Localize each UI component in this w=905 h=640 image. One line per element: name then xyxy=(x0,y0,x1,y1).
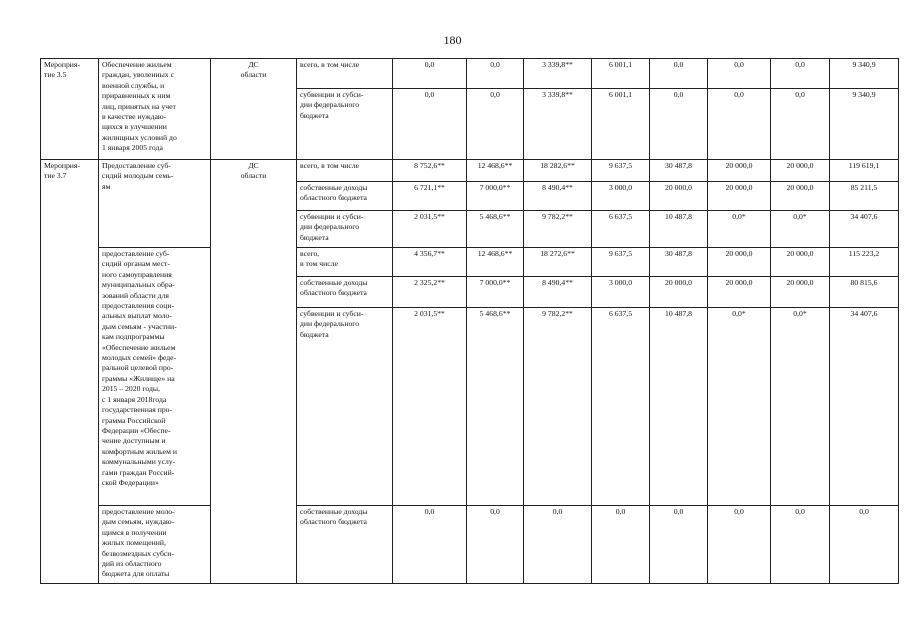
value-cell: 20 000,0 xyxy=(771,277,830,308)
value-cell: 0,0 xyxy=(771,506,830,584)
table-row xyxy=(41,506,899,584)
value-cell: 10 487,8 xyxy=(650,308,708,506)
value-cell: 18 272,6** xyxy=(524,248,592,277)
value-cell: 80 815,6 xyxy=(830,277,899,308)
value-cell: 0,0 xyxy=(830,506,899,584)
measure-code-cell: Мероприя- тие 3.7 xyxy=(41,160,99,584)
value-cell: 5 468,6** xyxy=(467,211,524,248)
value-cell: 9 637,5 xyxy=(592,160,650,182)
value-cell: 9 340,9 xyxy=(830,89,899,160)
value-cell: 0,0* xyxy=(708,211,771,248)
value-cell: 9 340,9 xyxy=(830,59,899,89)
value-cell: 0,0 xyxy=(771,89,830,160)
value-cell: 0,0 xyxy=(393,89,467,160)
value-cell: 12 468,6** xyxy=(467,248,524,277)
funding-source-cell: собственные доходы областного бюджета xyxy=(297,182,393,211)
value-cell: 10 487,8 xyxy=(650,211,708,248)
responsible-cell: ДС области xyxy=(211,160,297,584)
value-cell: 20 000,0 xyxy=(708,277,771,308)
value-cell: 119 619,1 xyxy=(830,160,899,182)
value-cell: 0,0 xyxy=(708,506,771,584)
value-cell: 0,0 xyxy=(650,89,708,160)
value-cell: 0,0 xyxy=(592,506,650,584)
budget-table xyxy=(40,58,899,584)
value-cell: 8 490,4** xyxy=(524,277,592,308)
value-cell: 20 000,0 xyxy=(650,277,708,308)
funding-source-cell: субвенции и субси- дии федерального бюджета xyxy=(297,211,393,248)
subitem-description-cell: предоставление моло- дым семьям, нуждаю- щимся в получении жилых помещений, безвозмездных субси- дий из областного бюджета для оплаты xyxy=(99,506,211,584)
value-cell: 0,0 xyxy=(393,506,467,584)
value-cell: 115 223,2 xyxy=(830,248,899,277)
value-cell: 8 490,4** xyxy=(524,182,592,211)
value-cell: 20 000,0 xyxy=(708,182,771,211)
measure-code-cell: Мероприя- тие 3.5 xyxy=(41,59,99,160)
value-cell: 20 000,0 xyxy=(771,182,830,211)
value-cell: 7 000,0** xyxy=(467,277,524,308)
value-cell: 20 000,0 xyxy=(771,160,830,182)
funding-source-cell: субвенции и субси- дии федерального бюджета xyxy=(297,89,393,160)
funding-source-cell: всего, в том числе xyxy=(297,59,393,89)
value-cell: 0,0* xyxy=(708,308,771,506)
value-cell: 0,0* xyxy=(771,211,830,248)
measure-description-cell: Предоставление суб- сидий молодым семь- ям xyxy=(99,160,211,248)
value-cell: 34 407,6 xyxy=(830,211,899,248)
page-number: 180 xyxy=(443,33,462,47)
value-cell: 3 000,0 xyxy=(592,182,650,211)
funding-source-cell: всего, в том числе xyxy=(297,248,393,277)
value-cell: 0,0 xyxy=(467,59,524,89)
value-cell: 0,0 xyxy=(650,59,708,89)
value-cell: 0,0 xyxy=(771,59,830,89)
value-cell: 30 487,8 xyxy=(650,160,708,182)
funding-source-cell: субвенции и субси- дии федерального бюджета xyxy=(297,308,393,506)
value-cell: 0,0 xyxy=(708,89,771,160)
subitem-description-cell: предоставление суб- сидий органам мест- ного самоуправления муниципальных обра- зований области для предоставления соци- альных выплат моло- дым семьям - участни- кам подпрограммы «Обеспечение жильем молодых семей» феде- ральной целевой про- граммы «Жилище» на 2015 – 2020 годы, с 1 января 2018года государственная про- грамма Российской Федерации «Обеспе- чение доступным и комфортным жильем и коммунальными услу- гами граждан Россий- ской Федерации» xyxy=(99,248,211,506)
value-cell: 8 752,6** xyxy=(393,160,467,182)
value-cell: 0,0 xyxy=(393,59,467,89)
value-cell: 6 637,5 xyxy=(592,211,650,248)
value-cell: 34 407,6 xyxy=(830,308,899,506)
table-row xyxy=(41,160,899,182)
value-cell: 2 325,2** xyxy=(393,277,467,308)
value-cell: 9 637,5 xyxy=(592,248,650,277)
funding-source-cell: собственные доходы областного бюджета xyxy=(297,277,393,308)
value-cell: 3 339,8** xyxy=(524,89,592,160)
value-cell: 2 031,5** xyxy=(393,308,467,506)
value-cell: 2 031,5** xyxy=(393,211,467,248)
value-cell: 0,0 xyxy=(708,59,771,89)
value-cell: 12 468,6** xyxy=(467,160,524,182)
value-cell: 3 339,8** xyxy=(524,59,592,89)
table-row xyxy=(41,248,899,277)
value-cell: 9 782,2** xyxy=(524,308,592,506)
table-body xyxy=(41,59,899,584)
measure-description-cell: Обеспечение жильем граждан, уволенных с военной службы, и приравненных к ним лиц, принятых на учет в качестве нуждаю- щихся в улучшении жилищных условий до 1 января 2005 года xyxy=(99,59,211,160)
value-cell: 4 356,7** xyxy=(393,248,467,277)
value-cell: 20 000,0 xyxy=(650,182,708,211)
value-cell: 7 000,0** xyxy=(467,182,524,211)
table-row xyxy=(41,59,899,89)
value-cell: 20 000,0 xyxy=(771,248,830,277)
value-cell: 5 468,6** xyxy=(467,308,524,506)
value-cell: 0,0 xyxy=(650,506,708,584)
value-cell: 0,0 xyxy=(467,506,524,584)
value-cell: 6 721,1** xyxy=(393,182,467,211)
value-cell: 3 000,0 xyxy=(592,277,650,308)
value-cell: 6 637,5 xyxy=(592,308,650,506)
funding-source-cell: всего, в том числе xyxy=(297,160,393,182)
value-cell: 6 001,1 xyxy=(592,59,650,89)
value-cell: 85 211,5 xyxy=(830,182,899,211)
value-cell: 18 282,6** xyxy=(524,160,592,182)
value-cell: 9 782,2** xyxy=(524,211,592,248)
value-cell: 0,0 xyxy=(467,89,524,160)
value-cell: 30 487,8 xyxy=(650,248,708,277)
value-cell: 20 000,0 xyxy=(708,248,771,277)
value-cell: 20 000,0 xyxy=(708,160,771,182)
responsible-cell: ДС области xyxy=(211,59,297,160)
value-cell: 6 001,1 xyxy=(592,89,650,160)
value-cell: 0,0 xyxy=(524,506,592,584)
value-cell: 0,0* xyxy=(771,308,830,506)
funding-source-cell: собственные доходы областного бюджета xyxy=(297,506,393,584)
